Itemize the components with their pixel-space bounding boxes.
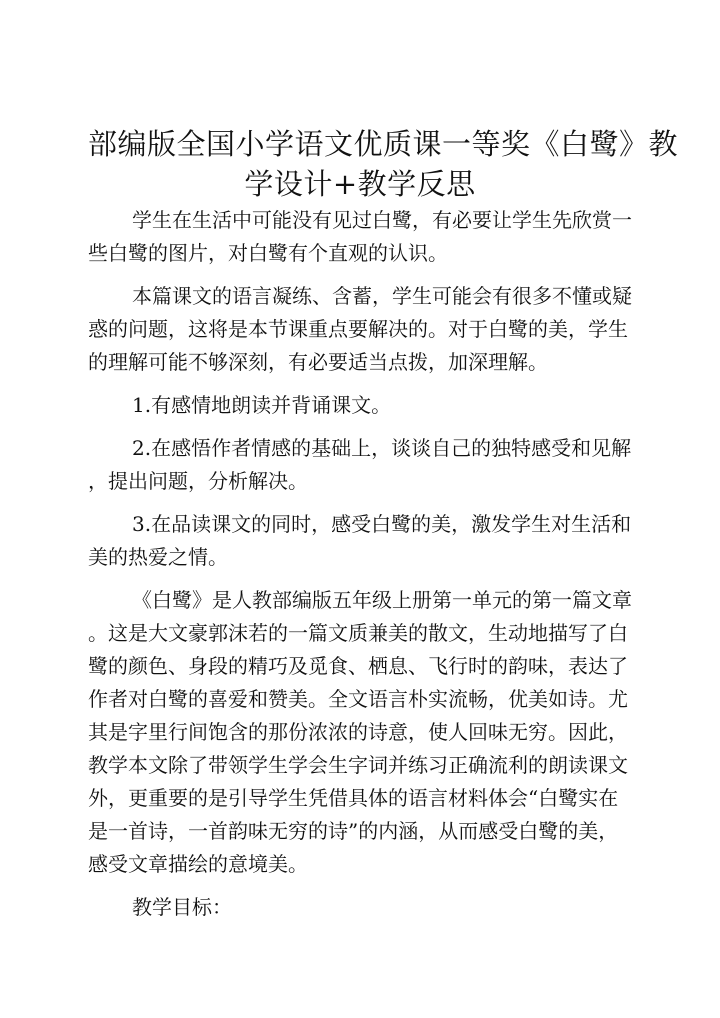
paragraph-line: 《白鹭》是人教部编版五年级上册第一单元的第一篇文章	[132, 588, 632, 612]
paragraph-line: 美的热爱之情。	[88, 545, 228, 569]
paragraph-line: 些白鹭的图片，对白鹭有个直观的认识。	[88, 241, 448, 265]
objective-item-1	[88, 389, 634, 422]
paragraph-line: 其是字里行间饱含的那份浓浓的诗意，使人回味无穷。因此，	[88, 720, 628, 744]
paragraph-line: 作者对白鹭的喜爱和赞美。全文语言朴实流畅，优美如诗。尤	[88, 687, 628, 711]
paragraph-line: 是一首诗，一首韵味无穷的诗”的内涵，从而感受白鹭的美，	[88, 819, 619, 843]
document-title	[88, 124, 679, 204]
paragraph-line: 惑的问题，这将是本节课重点要解决的。对于白鹭的美，学生	[88, 317, 628, 341]
paragraph-line: 。这是大文豪郭沫若的一篇文质兼美的散文，生动地描写了白	[88, 621, 628, 645]
paragraph-line: 的理解可能不够深刻，有必要适当点拨，加深理解。	[88, 350, 548, 374]
objective-item-3	[88, 508, 634, 574]
paragraph-language-analysis	[88, 280, 634, 379]
objective-item-2	[88, 432, 634, 498]
paragraph-line: 鹭的颜色、身段的精巧及觅食、栖息、飞行时的韵味，表达了	[88, 654, 628, 678]
paragraph-line: 本篇课文的语言凝练、含蓄，学生可能会有很多不懂或疑	[132, 284, 632, 308]
paragraph-line: 1.有感情地朗读并背诵课文。	[132, 393, 392, 417]
paragraph-line: 教学本文除了带领学生学会生字词并练习正确流利的朗读课文	[88, 753, 628, 777]
paragraph-line: 感受文章描绘的意境美。	[88, 852, 308, 876]
title-line-2: 学设计+教学反思	[244, 167, 476, 201]
title-line-1: 部编版全国小学语文优质课一等奖《白鹭》教	[88, 127, 679, 161]
paragraph-line: 教学目标：	[132, 895, 232, 919]
paragraph-line: 外，更重要的是引导学生凭借具体的语言材料体会“白鹭实在	[88, 786, 619, 810]
document-body	[88, 204, 634, 934]
paragraph-line: 2.在感悟作者情感的基础上，谈谈自己的独特感受和见解	[132, 436, 632, 460]
paragraph-line: 3.在品读课文的同时，感受白鹭的美，激发学生对生活和	[132, 512, 632, 536]
paragraph-intro	[88, 204, 634, 270]
paragraph-text-analysis	[88, 584, 634, 881]
paragraph-line: ，提出问题，分析解决。	[88, 469, 308, 493]
paragraph-line: 学生在生活中可能没有见过白鹭，有必要让学生先欣赏一	[132, 208, 632, 232]
section-heading-teaching-objectives	[88, 891, 634, 924]
